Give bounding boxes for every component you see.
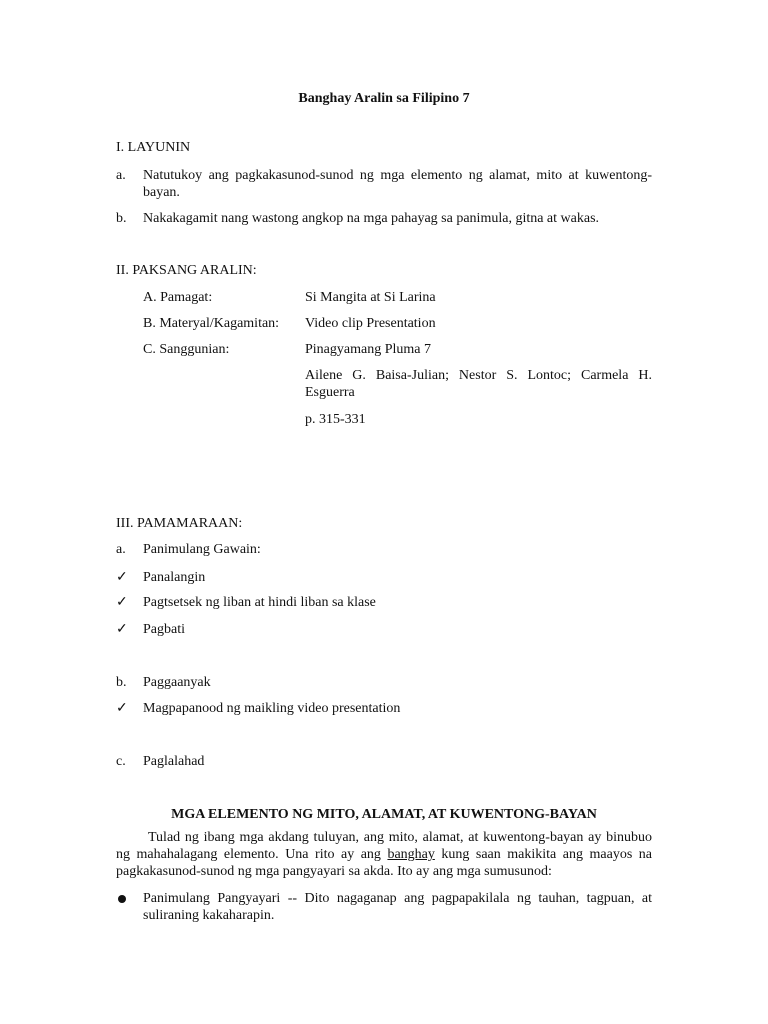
list-item-text: Paglalahad [143, 754, 205, 769]
elemento-title: MGA ELEMENTO NG MITO, ALAMAT, AT KUWENTONG-BAYAN [171, 807, 597, 822]
materyal-value: Video clip Presentation [305, 316, 436, 331]
materyal-label: B. Materyal/Kagamitan: [143, 316, 280, 331]
paragraph-text: kung saan makikita ang maayos na pagkakasunod-sunod ng mga pangyayari sa akda. Ito ay ang mga sumusunod: [116, 847, 652, 879]
paragraph-text: Tulad ng ibang mga akdang tuluyan, ang mito, alamat, at kuwentong-bayan ay binubuo ng mahahalagang elemento. Una rito ay ang [116, 830, 652, 862]
pages-text: p. 315-331 [305, 412, 366, 427]
layunin-item-a [116, 167, 652, 201]
document-title: Banghay Aralin sa Filipino 7 [298, 91, 470, 106]
bullet-item [116, 890, 652, 924]
checkmark-icon: ✓ [116, 622, 128, 637]
pamamaraan-heading: III. PAMAMARAAN: [116, 516, 243, 531]
check-item-text: Pagtsetsek ng liban at hindi liban sa klase [143, 595, 376, 610]
layunin-heading: I. LAYUNIN [116, 140, 191, 155]
list-marker: b. [116, 675, 127, 690]
check-item [116, 569, 652, 586]
paksang-aralin-heading: II. PAKSANG ARALIN: [116, 263, 257, 278]
check-item [116, 621, 652, 638]
sanggunian-value: Pinagyamang Pluma 7 [305, 342, 431, 357]
bullet-item-text: Panimulang Pangyayari -- Dito nagaganap ang pagpapakilala ng tauhan, tagpuan, at suliraning kakaharapin. [143, 891, 652, 923]
checkmark-icon: ✓ [116, 595, 128, 610]
list-marker: a. [116, 168, 126, 183]
list-marker: c. [116, 754, 126, 769]
list-item-text: Panimulang Gawain: [143, 542, 261, 557]
list-marker: a. [116, 542, 126, 557]
checkmark-icon: ✓ [116, 570, 128, 585]
check-item-text: Panalangin [143, 570, 206, 585]
list-item-text: Natutukoy ang pagkakasunod-sunod ng mga elemento ng alamat, mito at kuwentong-bayan. [143, 168, 652, 200]
check-item-text: Pagbati [143, 622, 185, 637]
sanggunian-label: C. Sanggunian: [143, 342, 230, 357]
pamamaraan-item-a [116, 541, 652, 558]
pamagat-value: Si Mangita at Si Larina [305, 290, 436, 305]
check-item [116, 700, 652, 717]
check-item [116, 594, 652, 611]
layunin-item-b [116, 210, 652, 227]
pamagat-label: A. Pamagat: [143, 290, 213, 305]
list-item-text: Nakakagamit nang wastong angkop na mga pahayag sa panimula, gitna at wakas. [143, 211, 600, 226]
elemento-paragraph [116, 829, 652, 880]
bullet-icon [118, 895, 126, 903]
pamamaraan-item-c [116, 753, 652, 770]
list-marker: b. [116, 211, 127, 226]
authors-text: Ailene G. Baisa-Julian; Nestor S. Lontoc; Carmela H. Esguerra [305, 368, 652, 400]
underlined-term: banghay [387, 847, 435, 862]
check-item-text: Magpapanood ng maikling video presentation [143, 701, 401, 716]
list-item-text: Paggaanyak [143, 675, 211, 690]
checkmark-icon: ✓ [116, 701, 128, 716]
pamamaraan-item-b [116, 674, 652, 691]
